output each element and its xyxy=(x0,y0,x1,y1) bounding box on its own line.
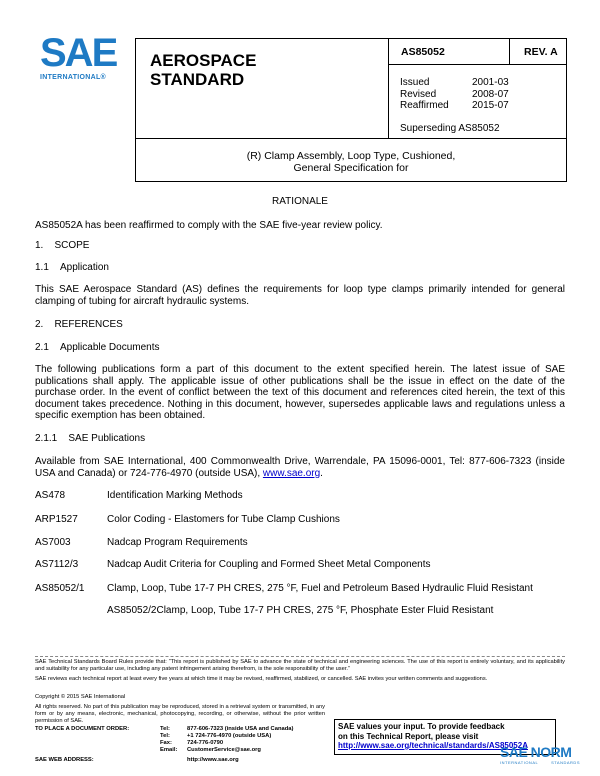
feedback-line-2: on this Technical Report, please visit xyxy=(338,731,479,741)
footer-copyright: Copyright © 2015 SAE International xyxy=(35,694,126,700)
reference-id: ARP1527 xyxy=(35,514,78,525)
rationale-heading: RATIONALE xyxy=(272,196,328,207)
header-box xyxy=(135,38,567,182)
norm-right: STANDARDS xyxy=(551,760,580,765)
logo-mark: SAE xyxy=(40,31,117,75)
subtitle-line-1: (R) Clamp Assembly, Loop Type, Cushioned, xyxy=(246,150,456,162)
sae-logo xyxy=(40,31,120,81)
reference-title: Color Coding - Elastomers for Tube Clamp Cushions xyxy=(107,514,340,525)
contact-value: +1 724-776-4970 (outside USA) xyxy=(187,733,272,739)
section-2-1-text: The following publications form a part of this document to the extent specified herein. The latest issue of SAE publications shall apply. The applicable issue of other publications shall be the issue in effect on the date of the purchase order. In the event of conflict between the text of this document and references cited herein, the text of this document takes precedence. Nothing in this document, however, supersedes applicable laws and regulations unless a specific exemption has been obtained. xyxy=(35,364,565,421)
contact-row xyxy=(160,747,293,754)
date-value: 2015-07 xyxy=(472,100,509,111)
feedback-link[interactable]: http://www.sae.org/technical/standards/AS85052A xyxy=(338,741,528,750)
revision-label: REV. A xyxy=(524,46,558,58)
logo-subtext: INTERNATIONAL® xyxy=(40,74,107,81)
divider xyxy=(388,64,566,65)
reference-id: AS478 xyxy=(35,490,66,501)
date-value: 2008-07 xyxy=(472,88,509,100)
date-row xyxy=(400,89,509,101)
web-address-label: SAE WEB ADDRESS: xyxy=(35,757,94,763)
reference-title: Clamp, Loop, Tube 17-7 PH CRES, 275 °F, Fuel and Petroleum Based Hydraulic Fluid Resistant xyxy=(107,583,533,594)
section-2-1-1-text xyxy=(35,456,565,479)
contact-row xyxy=(160,740,293,747)
sae-website-link[interactable]: www.sae.org xyxy=(262,467,321,479)
reference-title: Nadcap Program Requirements xyxy=(107,537,248,548)
contact-value: 877-606-7323 (inside USA and Canada) xyxy=(187,726,294,732)
contact-key: Email: xyxy=(160,747,178,753)
reference-id: AS7112/3 xyxy=(35,559,79,570)
contact-list xyxy=(160,726,293,754)
footer-review: SAE reviews each technical report at least every five years at which time it may be revised, reaffirmed, stabilized, or cancelled. SAE invites your written comments and suggestions. xyxy=(35,676,488,682)
footer-rules: SAE Technical Standards Board Rules provide that: “This report is published by SAE to advance the state of technical and engineering sciences. The use of this report is entirely voluntary, and its applicability and suitability for any particular use, including any patent infringement arising therefrom, is the sole responsibility of the user.” xyxy=(35,659,565,672)
date-row xyxy=(400,100,509,112)
date-value: 2001-03 xyxy=(472,77,509,88)
period: . xyxy=(320,467,323,479)
document-type xyxy=(150,51,256,89)
reference-id: AS85052/1 xyxy=(35,583,85,594)
feedback-line-1: SAE values your input. To provide feedback xyxy=(338,722,505,731)
date-row xyxy=(400,77,509,89)
norm-subtext xyxy=(500,760,588,765)
reference-title: Nadcap Audit Criteria for Coupling and Formed Sheet Metal Components xyxy=(107,559,431,570)
contact-row xyxy=(160,733,293,740)
section-1-heading: 1. SCOPE xyxy=(35,240,90,251)
section-2-1-heading: 2.1 Applicable Documents xyxy=(35,342,160,353)
footer-rights: All rights reserved. No part of this publication may be reproduced, stored in a retrieval system or transmitted, in any form or by any means, electronic, mechanical, photocopying, recording, or otherwise, without the prior written permission of SAE. xyxy=(35,704,325,724)
section-2-1-1-heading: 2.1.1 SAE Publications xyxy=(35,433,146,444)
contact-key: Fax: xyxy=(160,740,172,746)
title-line-2: STANDARD xyxy=(150,70,245,89)
section-2-heading: 2. REFERENCES xyxy=(35,319,123,330)
reference-id: AS7003 xyxy=(35,537,71,548)
publisher-text: Available from SAE International, 400 Commonwealth Drive, Warrendale, PA 15096-0001, Tel: 877-606-7323 (inside USA and Canada) or 724-776-4970 (outside USA), xyxy=(35,456,565,479)
reference-extra: AS85052/2Clamp, Loop, Tube 17-7 PH CRES, 275 °F, Phosphate Ester Fluid Resistant xyxy=(107,605,494,616)
divider xyxy=(136,138,566,139)
norm-mark: SAE NORM xyxy=(500,744,572,760)
footer-divider xyxy=(35,656,565,657)
web-address-link[interactable]: http://www.sae.org xyxy=(187,757,239,763)
rationale-text: AS85052A has been reaffirmed to comply with the SAE five-year review policy. xyxy=(35,220,383,231)
divider xyxy=(388,39,389,138)
norm-left: INTERNATIONAL xyxy=(500,760,539,765)
date-list xyxy=(400,77,509,112)
superseding-note: Superseding AS85052 xyxy=(400,123,500,134)
contact-key: Tel: xyxy=(160,726,170,732)
section-1-1-text: This SAE Aerospace Standard (AS) defines the requirements for loop type clamps primarily intended for general clamping of tubing for aircraft hydraulic systems. xyxy=(35,284,565,307)
reference-title: Identification Marking Methods xyxy=(107,490,243,501)
sae-norm-logo xyxy=(500,744,588,770)
title-line-1: AEROSPACE xyxy=(150,51,257,70)
subtitle-line-2: General Specification for xyxy=(293,162,409,174)
contact-row xyxy=(160,726,293,733)
date-key: Revised xyxy=(400,88,437,100)
contact-value[interactable]: CustomerService@sae.org xyxy=(187,747,261,753)
document-number: AS85052 xyxy=(401,46,445,58)
divider xyxy=(509,39,510,64)
contact-value: 724-776-0790 xyxy=(187,740,224,746)
section-1-1-heading: 1.1 Application xyxy=(35,262,109,273)
contact-key: Tel: xyxy=(160,733,170,739)
date-key: Reaffirmed xyxy=(400,100,449,111)
document-subtitle xyxy=(136,150,566,174)
order-label: TO PLACE A DOCUMENT ORDER: xyxy=(35,726,130,732)
date-key: Issued xyxy=(400,77,430,88)
